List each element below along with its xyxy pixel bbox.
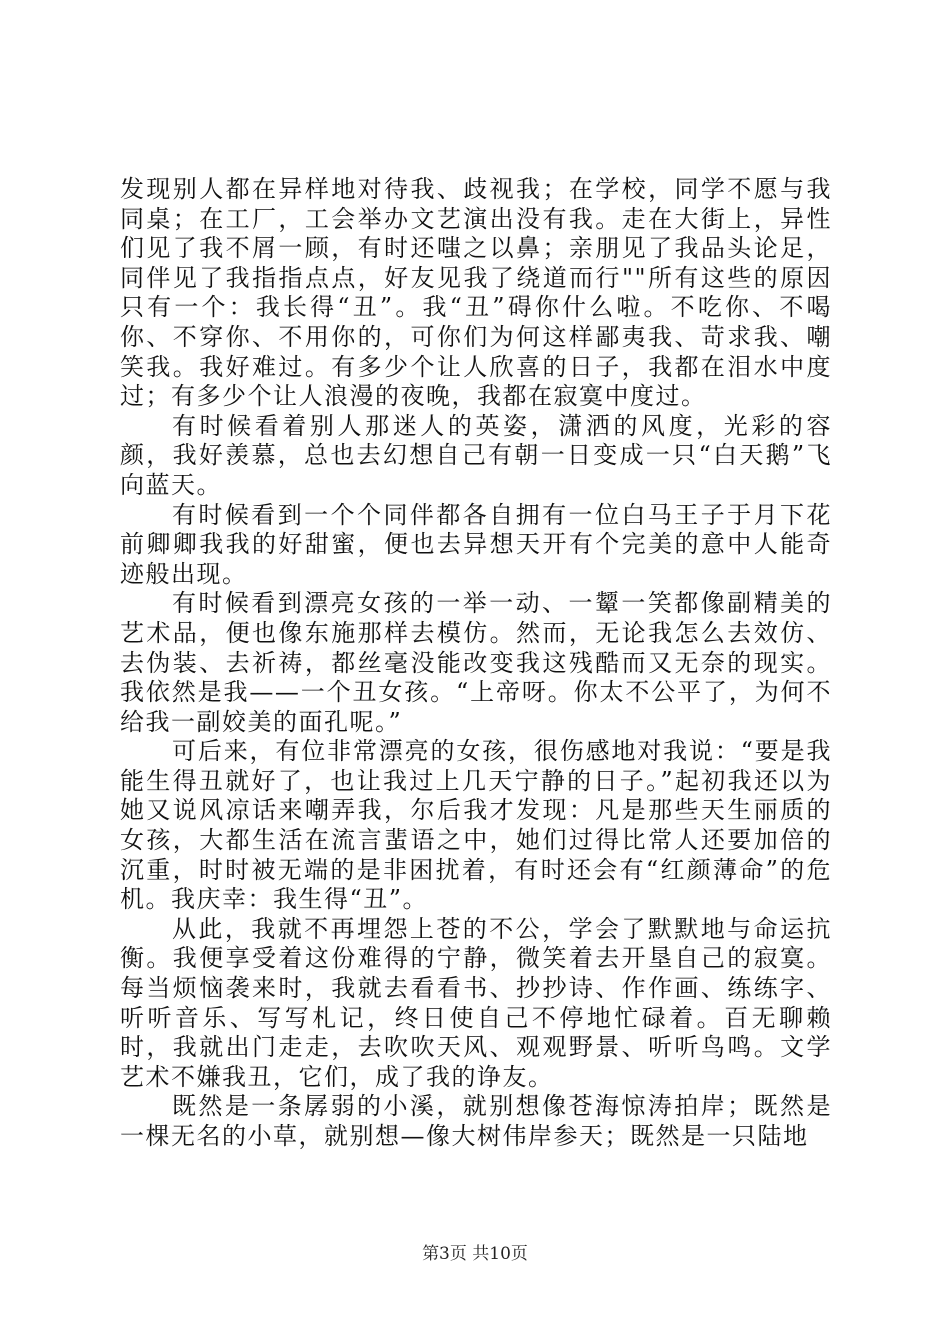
paragraph-7: 既然是一条孱弱的小溪，就别想像苍海惊涛拍岸；既然是一棵无名的小草，就别想—像大树伟岸参天；既然是一只陆地 [120,1092,832,1150]
paragraph-5: 可后来，有位非常漂亮的女孩，很伤感地对我说：“要是我能生得丑就好了，也让我过上几天宁静的日子。”起初我还以为她又说风凉话来嘲弄我，尔后我才发现：凡是那些天生丽质的女孩，大都生活在流言蜚语之中，她们过得比常人还要加倍的沉重，时时被无端的是非困扰着，有时还会有“红颜薄命”的危机。我庆幸：我生得“丑”。 [120,737,832,914]
paragraph-4: 有时候看到漂亮女孩的一举一动、一颦一笑都像副精美的艺术品，便也像东施那样去模仿。然而，无论我怎么去效仿、去伪装、去祈祷，都丝毫没能改变我这残酷而又无奈的现实。我依然是我——一个丑女孩。“上帝呀。你太不公平了，为何不给我一副姣美的面孔呢。” [120,589,832,736]
paragraph-1: 发现别人都在异样地对待我、歧视我；在学校，同学不愿与我同桌；在工厂，工会举办文艺演出没有我。走在大街上，异性们见了我不屑一顾，有时还嗤之以鼻；亲朋见了我品头论足，同伴见了我指指点点，好友见我了绕道而行""所有这些的原因只有一个：我长得“丑”。我“丑”碍你什么啦。不吃你、不喝你、不穿你、不用你的，可你们为何这样鄙夷我、苛求我、嘲笑我。我好难过。有多少个让人欣喜的日子，我都在泪水中度过；有多少个让人浪漫的夜晚，我都在寂寞中度过。 [120,175,832,411]
paragraph-6: 从此，我就不再埋怨上苍的不公，学会了默默地与命运抗衡。我便享受着这份难得的宁静，微笑着去开垦自己的寂寞。每当烦恼袭来时，我就去看看书、抄抄诗、作作画、练练字、听听音乐、写写札记，终日使自己不停地忙碌着。百无聊赖时，我就出门走走，去吹吹天风、观观野景、听听鸟鸣。文学艺术不嫌我丑，它们，成了我的诤友。 [120,914,832,1091]
page-footer: 第3页 共10页 [422,1244,528,1264]
paragraph-3: 有时候看到一个个同伴都各自拥有一位白马王子于月下花前卿卿我我的好甜蜜，便也去异想天开有个完美的意中人能奇迹般出现。 [120,500,832,588]
article-body [120,175,832,1152]
paragraph-2: 有时候看着别人那迷人的英姿，潇洒的风度，光彩的容颜，我好羡慕，总也去幻想自己有朝一日变成一只“白天鹅”飞向蓝天。 [120,411,832,499]
